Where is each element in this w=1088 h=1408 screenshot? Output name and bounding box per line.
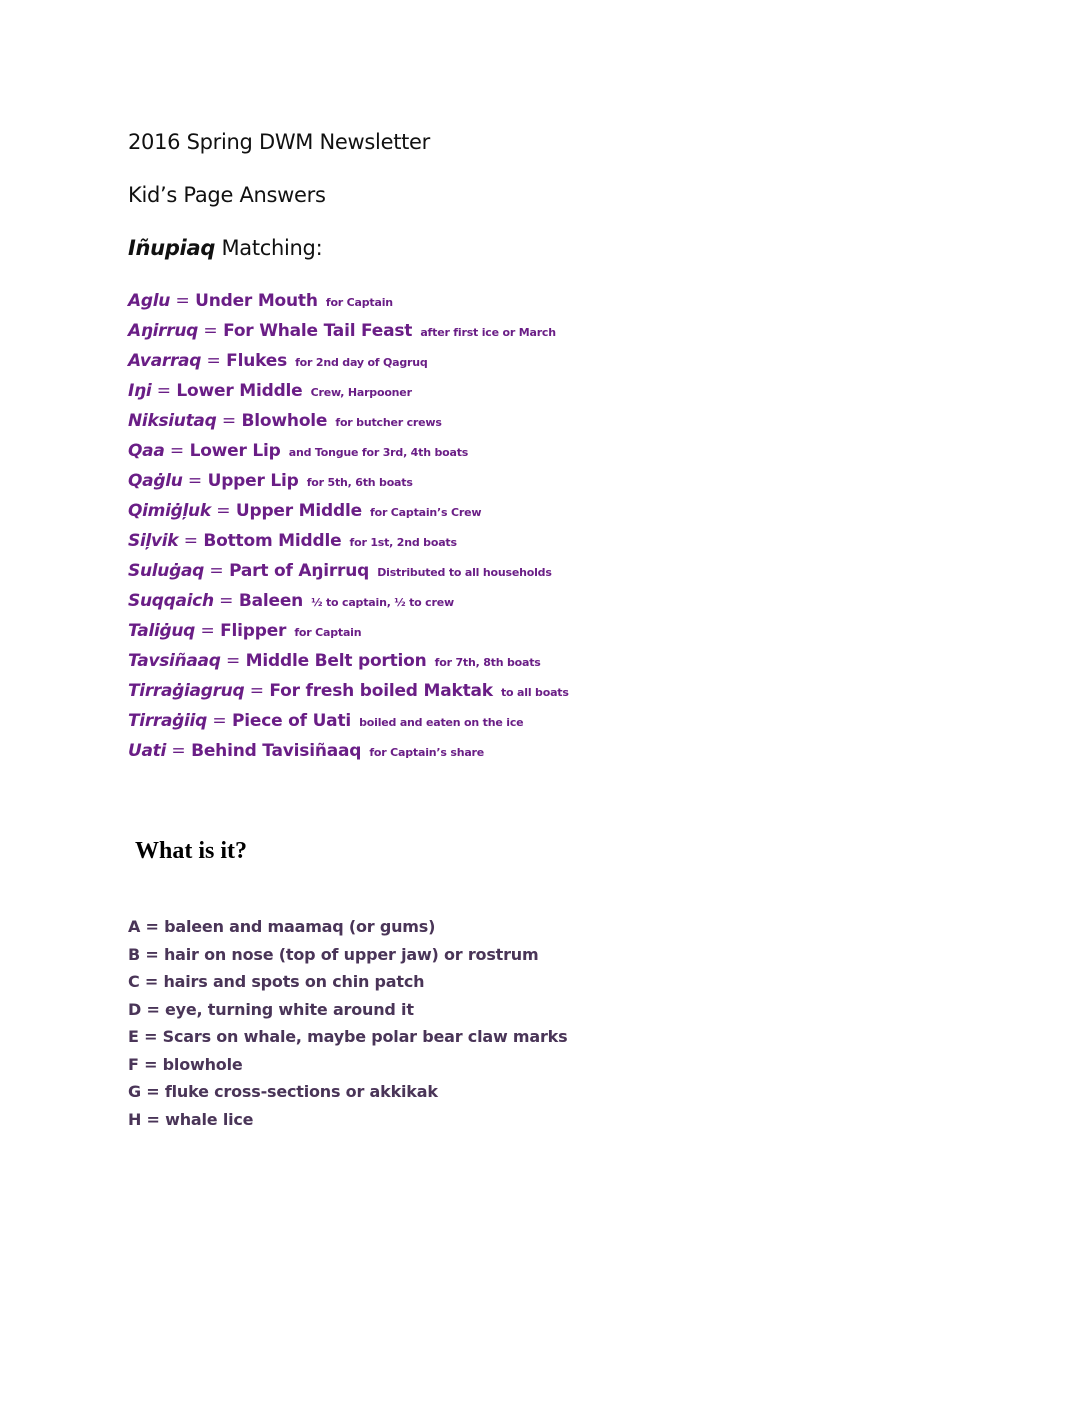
newsletter-title: 2016 Spring DWM Newsletter bbox=[128, 130, 431, 154]
equals-sign: = bbox=[182, 471, 208, 491]
matching-term: Avarraq bbox=[128, 351, 202, 371]
what-is-it-item: B = hair on nose (top of upper jaw) or rostrum bbox=[128, 944, 539, 964]
matching-meaning: Bottom Middle bbox=[203, 531, 342, 551]
what-is-it-item: A = baleen and maamaq (or gums) bbox=[128, 917, 436, 936]
matching-meaning: Upper Lip bbox=[207, 471, 299, 491]
matching-term: Taliġuq bbox=[128, 621, 196, 641]
matching-term: Tirraġiagruq bbox=[128, 681, 245, 701]
matching-meaning: Flukes bbox=[226, 351, 287, 371]
matching-term: Niksiutaq bbox=[128, 411, 217, 431]
kids-page-heading: Kid’s Page Answers bbox=[128, 183, 326, 207]
matching-term: Qaa bbox=[128, 441, 165, 461]
matching-item bbox=[128, 526, 569, 556]
equals-sign: = bbox=[166, 741, 192, 761]
matching-term: Tavsiñaaq bbox=[128, 651, 221, 671]
matching-note: Crew, Harpooner bbox=[310, 386, 412, 399]
what-is-it-item: E = Scars on whale, maybe polar bear claw marks bbox=[128, 1027, 568, 1046]
matching-item bbox=[128, 646, 569, 676]
what-is-it-item: H = whale lice bbox=[128, 1109, 254, 1129]
matching-item bbox=[128, 406, 569, 436]
equals-sign: = bbox=[178, 531, 204, 551]
matching-term: Tirraġiiq bbox=[128, 711, 207, 731]
matching-heading-italic: Iñupiaq bbox=[128, 236, 216, 260]
matching-note: for Captain bbox=[294, 626, 362, 639]
matching-item bbox=[128, 286, 569, 316]
matching-item bbox=[128, 436, 569, 466]
matching-note: for Captain’s share bbox=[369, 746, 485, 759]
equals-sign: = bbox=[164, 441, 190, 461]
equals-sign: = bbox=[198, 321, 224, 341]
what-is-it-item: C = hairs and spots on chin patch bbox=[128, 972, 425, 991]
matching-note: after first ice or March bbox=[420, 326, 556, 339]
matching-meaning: Flipper bbox=[220, 621, 287, 641]
matching-term: Uati bbox=[128, 741, 167, 761]
equals-sign: = bbox=[201, 351, 227, 371]
matching-meaning: Lower Lip bbox=[189, 441, 281, 461]
matching-heading bbox=[128, 236, 322, 260]
matching-meaning: Upper Middle bbox=[235, 501, 362, 521]
matching-note: for 7th, 8th boats bbox=[434, 656, 541, 669]
matching-answers-list bbox=[128, 286, 569, 766]
matching-term: Iŋi bbox=[128, 381, 152, 401]
equals-sign: = bbox=[213, 591, 239, 611]
equals-sign: = bbox=[151, 381, 177, 401]
matching-term: Aŋirruq bbox=[128, 321, 199, 341]
matching-meaning: Behind Tavisiñaaq bbox=[191, 741, 362, 761]
matching-term: Aglu bbox=[128, 291, 171, 311]
matching-note: for Captain’s Crew bbox=[370, 506, 482, 519]
matching-heading-rest: Matching: bbox=[215, 236, 323, 260]
matching-term: Siļvik bbox=[128, 531, 179, 551]
equals-sign: = bbox=[210, 501, 236, 521]
matching-meaning: Under Mouth bbox=[195, 291, 318, 311]
equals-sign: = bbox=[195, 621, 221, 641]
equals-sign: = bbox=[170, 291, 196, 311]
matching-item bbox=[128, 376, 569, 406]
matching-item bbox=[128, 466, 569, 496]
matching-term: Suluġaq bbox=[128, 561, 204, 581]
matching-note: and Tongue for 3rd, 4th boats bbox=[288, 446, 469, 459]
matching-item bbox=[128, 586, 569, 616]
equals-sign: = bbox=[204, 561, 230, 581]
matching-meaning: Blowhole bbox=[241, 411, 328, 431]
what-is-it-item: G = fluke cross-sections or akkikak bbox=[128, 1082, 438, 1101]
matching-meaning: Middle Belt portion bbox=[245, 651, 427, 671]
matching-item bbox=[128, 676, 569, 706]
matching-term: Suqqaich bbox=[128, 591, 214, 611]
matching-note: for butcher crews bbox=[335, 416, 442, 429]
matching-note: for 1st, 2nd boats bbox=[349, 536, 457, 549]
matching-note: Distributed to all households bbox=[377, 566, 552, 579]
equals-sign: = bbox=[206, 711, 233, 731]
matching-item bbox=[128, 346, 569, 376]
matching-note: for 2nd day of Qagruq bbox=[295, 356, 428, 369]
matching-meaning: Part of Aŋirruq bbox=[229, 561, 370, 581]
what-is-it-heading: What is it? bbox=[135, 838, 248, 864]
matching-meaning: For fresh boiled Maktak bbox=[269, 681, 493, 701]
equals-sign: = bbox=[244, 681, 270, 701]
what-is-it-item: F = blowhole bbox=[128, 1054, 243, 1074]
matching-meaning: Piece of Uati bbox=[232, 711, 351, 731]
matching-note: boiled and eaten on the ice bbox=[359, 716, 524, 729]
matching-item bbox=[128, 706, 569, 736]
what-is-it-answers-list bbox=[128, 913, 567, 1133]
matching-meaning: Baleen bbox=[238, 591, 304, 611]
equals-sign: = bbox=[216, 411, 242, 431]
matching-item bbox=[128, 316, 569, 346]
matching-note: to all boats bbox=[501, 686, 569, 699]
equals-sign: = bbox=[220, 651, 246, 671]
matching-note: for 5th, 6th boats bbox=[306, 476, 413, 489]
matching-meaning: For Whale Tail Feast bbox=[223, 321, 413, 341]
what-is-it-item: D = eye, turning white around it bbox=[128, 999, 414, 1019]
matching-term: Qimiġļuk bbox=[128, 501, 211, 521]
matching-meaning: Lower Middle bbox=[176, 381, 303, 401]
matching-item bbox=[128, 556, 569, 586]
matching-item bbox=[128, 616, 569, 646]
matching-note: for Captain bbox=[325, 296, 393, 309]
matching-item bbox=[128, 736, 569, 766]
matching-item bbox=[128, 496, 569, 526]
matching-note: ½ to captain, ½ to crew bbox=[311, 596, 454, 609]
matching-term: Qaġlu bbox=[128, 471, 183, 491]
